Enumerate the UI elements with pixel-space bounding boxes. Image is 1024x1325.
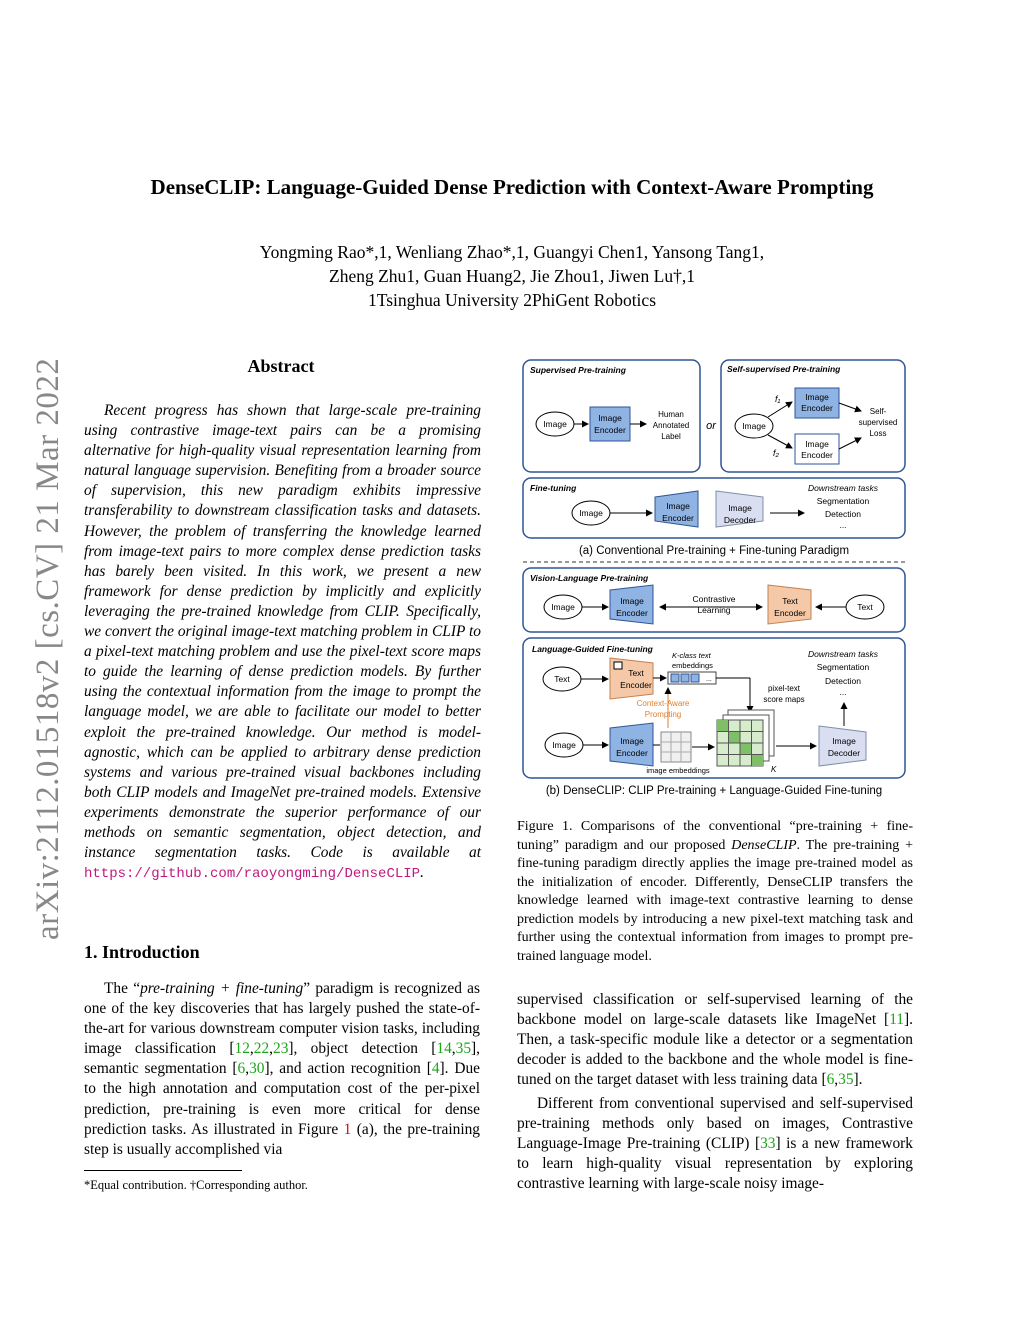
authors-line-2: Zheng Zhu1, Guan Huang2, Jie Zhou1, Jiwen Lu†,1 xyxy=(329,266,695,286)
figure-link[interactable]: 1 xyxy=(343,1120,352,1138)
right-paragraph-2 xyxy=(517,1094,913,1194)
footnote: *Equal contribution. †Corresponding author. xyxy=(84,1178,308,1192)
citation-link[interactable]: 33 xyxy=(760,1135,776,1153)
node-label: Image xyxy=(598,413,622,423)
panel-title: Supervised Pre-training xyxy=(530,365,626,375)
node-label: Segmentation xyxy=(816,496,870,506)
node-label: ... xyxy=(839,520,847,530)
node-label: image embeddings xyxy=(646,766,710,775)
node-label: Self- xyxy=(869,407,887,416)
node-label: Text xyxy=(554,674,570,684)
panel-title: Fine-tuning xyxy=(530,483,577,493)
text-run: supervised classification or self-supervised learning of the backbone model on large-scale datasets like ImageNet [ xyxy=(517,991,913,1029)
node-label: Image xyxy=(742,421,766,431)
image-decoder xyxy=(819,726,866,766)
node-label: Image xyxy=(620,736,644,746)
citation-link[interactable]: 4 xyxy=(431,1060,440,1078)
node-label: embeddings xyxy=(672,661,713,670)
node-label: K xyxy=(771,765,777,774)
text-run: ], object detection [ xyxy=(288,1040,437,1058)
arxiv-identifier: arXiv:2112.01518v2 [cs.CV] 21 Mar 2022 xyxy=(30,357,66,940)
f2-label: f₂ xyxy=(773,448,779,458)
node-label: Annotated xyxy=(652,421,690,430)
node-label: Image xyxy=(805,439,829,449)
node-label: Image xyxy=(543,419,567,429)
node-label: Encoder xyxy=(662,513,694,523)
figure-caption xyxy=(517,818,913,966)
paper-title: DenseCLIP: Language-Guided Dense Prediction with Context-Aware Prompting xyxy=(150,175,874,199)
node-label: Loss xyxy=(869,429,887,438)
node-label: Encoder xyxy=(616,748,648,758)
node-label: Encoder xyxy=(616,608,648,618)
subcaption-a: (a) Conventional Pre-training + Fine-tuning Paradigm xyxy=(578,545,850,557)
footnote-rule xyxy=(84,1170,242,1171)
node-label: score maps xyxy=(763,695,805,704)
or-label: or xyxy=(706,420,716,432)
citation-link[interactable]: 23 xyxy=(273,1040,289,1058)
abstract-text xyxy=(84,401,481,884)
node-label: Human xyxy=(658,410,684,419)
text-run: Different from conventional supervised and self-supervised pre-training methods only based on images, Contrastive Language-Image Pre-training (CLIP) [ xyxy=(517,1095,913,1153)
node-label: Downstream tasks xyxy=(808,649,878,659)
citation-link[interactable]: 22 xyxy=(253,1040,270,1058)
node-label: Encoder xyxy=(774,608,806,618)
code-link[interactable]: https://github.com/raoyongming/DenseCLIP xyxy=(84,866,421,883)
abstract-body: Recent progress has shown that large-scale pre-training using contrastive image-text pairs can be a promising alternative for high-quality visual representation learning from natural language supervision. Benefiting from a broader source of supervision, this new paradigm exhibits impressive transferability to downstream classification tasks and datasets. However, the problem of transferring the knowledge learned from image-text pairs to more complex dense prediction tasks has barely been visited. In this work, we present a new framework for dense prediction by implicitly and explicitly leveraging the pre-trained knowledge from CLIP. Specifically, we convert the original image-text matching problem in CLIP to a pixel-text matching problem and use the pixel-text score maps to guide the learning of dense prediction models. By further using the contextual information from the image to prompt the language model, we are able to facilitate our model to better exploit the pre-trained knowledge. Our method is model-agnostic, which can be applied to arbitrary dense prediction systems and various pre-trained visual backbones including both CLIP models and ImageNet pre-trained models. Extensive experiments demonstrate the superior performance of our methods on semantic segmentation, object detection, and instance segmentation tasks. Code is available at xyxy=(84,402,481,862)
node-label: Encoder xyxy=(801,450,833,460)
text-run: . The pre-training + fine-tuning paradigm directly applies the image pre-trained model as the initialization of encoder. Differently, DenseCLIP transfers the knowledge learned with image-text contrastive learning to dense prediction models by introducing a new pixel-text matching task and further using the contextual information from images to prompt pre-trained language model. xyxy=(517,837,914,964)
panel-title: Vision-Language Pre-training xyxy=(530,573,649,583)
citation-link[interactable]: 6 xyxy=(237,1060,246,1078)
text-run: ]. Due to the high annotation and computation cost of the per-pixel prediction, pre-training is even more critical for dense prediction tasks. As illustrated in Figure xyxy=(84,1060,480,1138)
node-label: Segmentation xyxy=(816,662,870,672)
f1-label: f₁ xyxy=(775,394,781,404)
text-run: ” paradigm is recognized as one of the key discoveries that has largely pushed the state-of-the-art for various downstream computer vision tasks, including image classification [ xyxy=(84,980,481,1058)
text-run: ]. xyxy=(853,1071,863,1089)
node-label: Image xyxy=(832,736,856,746)
node-label: Image xyxy=(620,596,644,606)
node-label: supervised xyxy=(858,418,898,427)
figure-1 xyxy=(518,356,910,809)
node-label: pixel-text xyxy=(767,684,801,693)
node-label: Decoder xyxy=(827,748,861,758)
text-run-italic: DenseCLIP xyxy=(731,837,797,853)
text-run: The “ xyxy=(104,980,141,997)
node-label: Detection xyxy=(825,676,861,686)
node-label: Image xyxy=(551,602,575,612)
node-label: Image xyxy=(805,392,829,402)
panel-title: Language-Guided Fine-tuning xyxy=(532,644,653,654)
authors-line-1: Yongming Rao*,1, Wenliang Zhao*,1, Guangyi Chen1, Yansong Tang1, xyxy=(259,242,765,262)
text-run: (a), the pre-training step is usually accomplished via xyxy=(84,1120,480,1158)
node-label: ... xyxy=(706,676,712,683)
node-label: Label xyxy=(661,432,681,441)
node-label: Downstream tasks xyxy=(808,483,878,493)
citation-link[interactable]: 35 xyxy=(838,1071,854,1089)
node-label: Prompting xyxy=(644,710,682,719)
node-label: Text xyxy=(782,596,798,606)
text-run: ] is a new framework to learn high-quality visual representation by exploring contrastive learning with large-scale noisy image- xyxy=(517,1135,913,1193)
affiliations: 1Tsinghua University 2PhiGent Robotics xyxy=(368,290,656,310)
node-label: Contrastive xyxy=(692,594,736,604)
score-maps xyxy=(717,710,774,766)
node-label: Image xyxy=(579,508,603,518)
node-label: K-class text xyxy=(672,651,711,660)
abstract-end: . xyxy=(420,864,424,882)
node-label: Image xyxy=(666,501,690,511)
node-label: Encoder xyxy=(620,680,652,690)
text-run: ], semantic segmentation [ xyxy=(84,1040,481,1078)
text-run: ]. Then, a task-specific module like a detector or a segmentation decoder is added to the backbone and the whole model is fine-tuned on the target dataset with less training data [ xyxy=(517,1011,913,1089)
node-label: Image xyxy=(552,740,576,750)
right-paragraph-1: supervised classification or self-supervised learning of the backbone model on large-scale datasets like ImageNet [11]. Then, a task-specific module like a detector or a segmentation decoder is added to the backbone and the whole model is fine-tuned on the target dataset with less training data [6,35]. xyxy=(517,991,913,1089)
intro-paragraph: The “pre-training + fine-tuning” paradigm is recognized as one of the key discoveries that has largely pushed the state-of-the-art for various downstream computer vision tasks, including image classification [12,22,23], object detection [14,35], semantic segmentation [6,30], and action recognition [4]. Due to the high annotation and computation cost of the per-pixel prediction, pre-training is even more critical for dense prediction tasks. As illustrated in Figure 1 (a), the pre-training step is usually accomplished via xyxy=(84,980,481,1158)
image-embeddings-cube xyxy=(661,732,691,762)
figure-1-diagram xyxy=(518,356,910,804)
node-label: Decoder xyxy=(723,515,757,525)
node-label: Learning xyxy=(697,605,731,615)
panel-title: Self-supervised Pre-training xyxy=(727,364,841,374)
node-label: Encoder xyxy=(594,425,626,435)
node-label: ... xyxy=(839,687,847,697)
text-run: ], and action recognition [ xyxy=(264,1060,432,1078)
citation-link[interactable]: 12 xyxy=(234,1040,250,1058)
lock-icon xyxy=(614,662,622,669)
text-run: Figure 1. Comparisons of the conventional “pre-training + fine-tuning” paradigm and our proposed xyxy=(517,819,913,853)
node-label: Text xyxy=(628,668,644,678)
citation-link[interactable]: 11 xyxy=(889,1011,905,1029)
abstract-heading: Abstract xyxy=(247,356,315,376)
node-label: Context-Aware xyxy=(636,699,690,708)
node-label: Image xyxy=(728,503,752,513)
intro-heading: 1. Introduction xyxy=(84,942,200,962)
citation-link[interactable]: 14 xyxy=(436,1040,452,1058)
citation-link[interactable]: 6 xyxy=(826,1071,835,1089)
node-label: Detection xyxy=(825,509,861,519)
citation-link[interactable]: 30 xyxy=(249,1060,265,1078)
node-label: Encoder xyxy=(801,403,833,413)
node-label: Text xyxy=(857,602,873,612)
subcaption-b: (b) DenseCLIP: CLIP Pre-training + Language-Guided Fine-tuning xyxy=(545,785,883,797)
text-run-italic: pre-training + fine-tuning xyxy=(140,980,304,997)
citation-link[interactable]: 35 xyxy=(455,1040,472,1058)
